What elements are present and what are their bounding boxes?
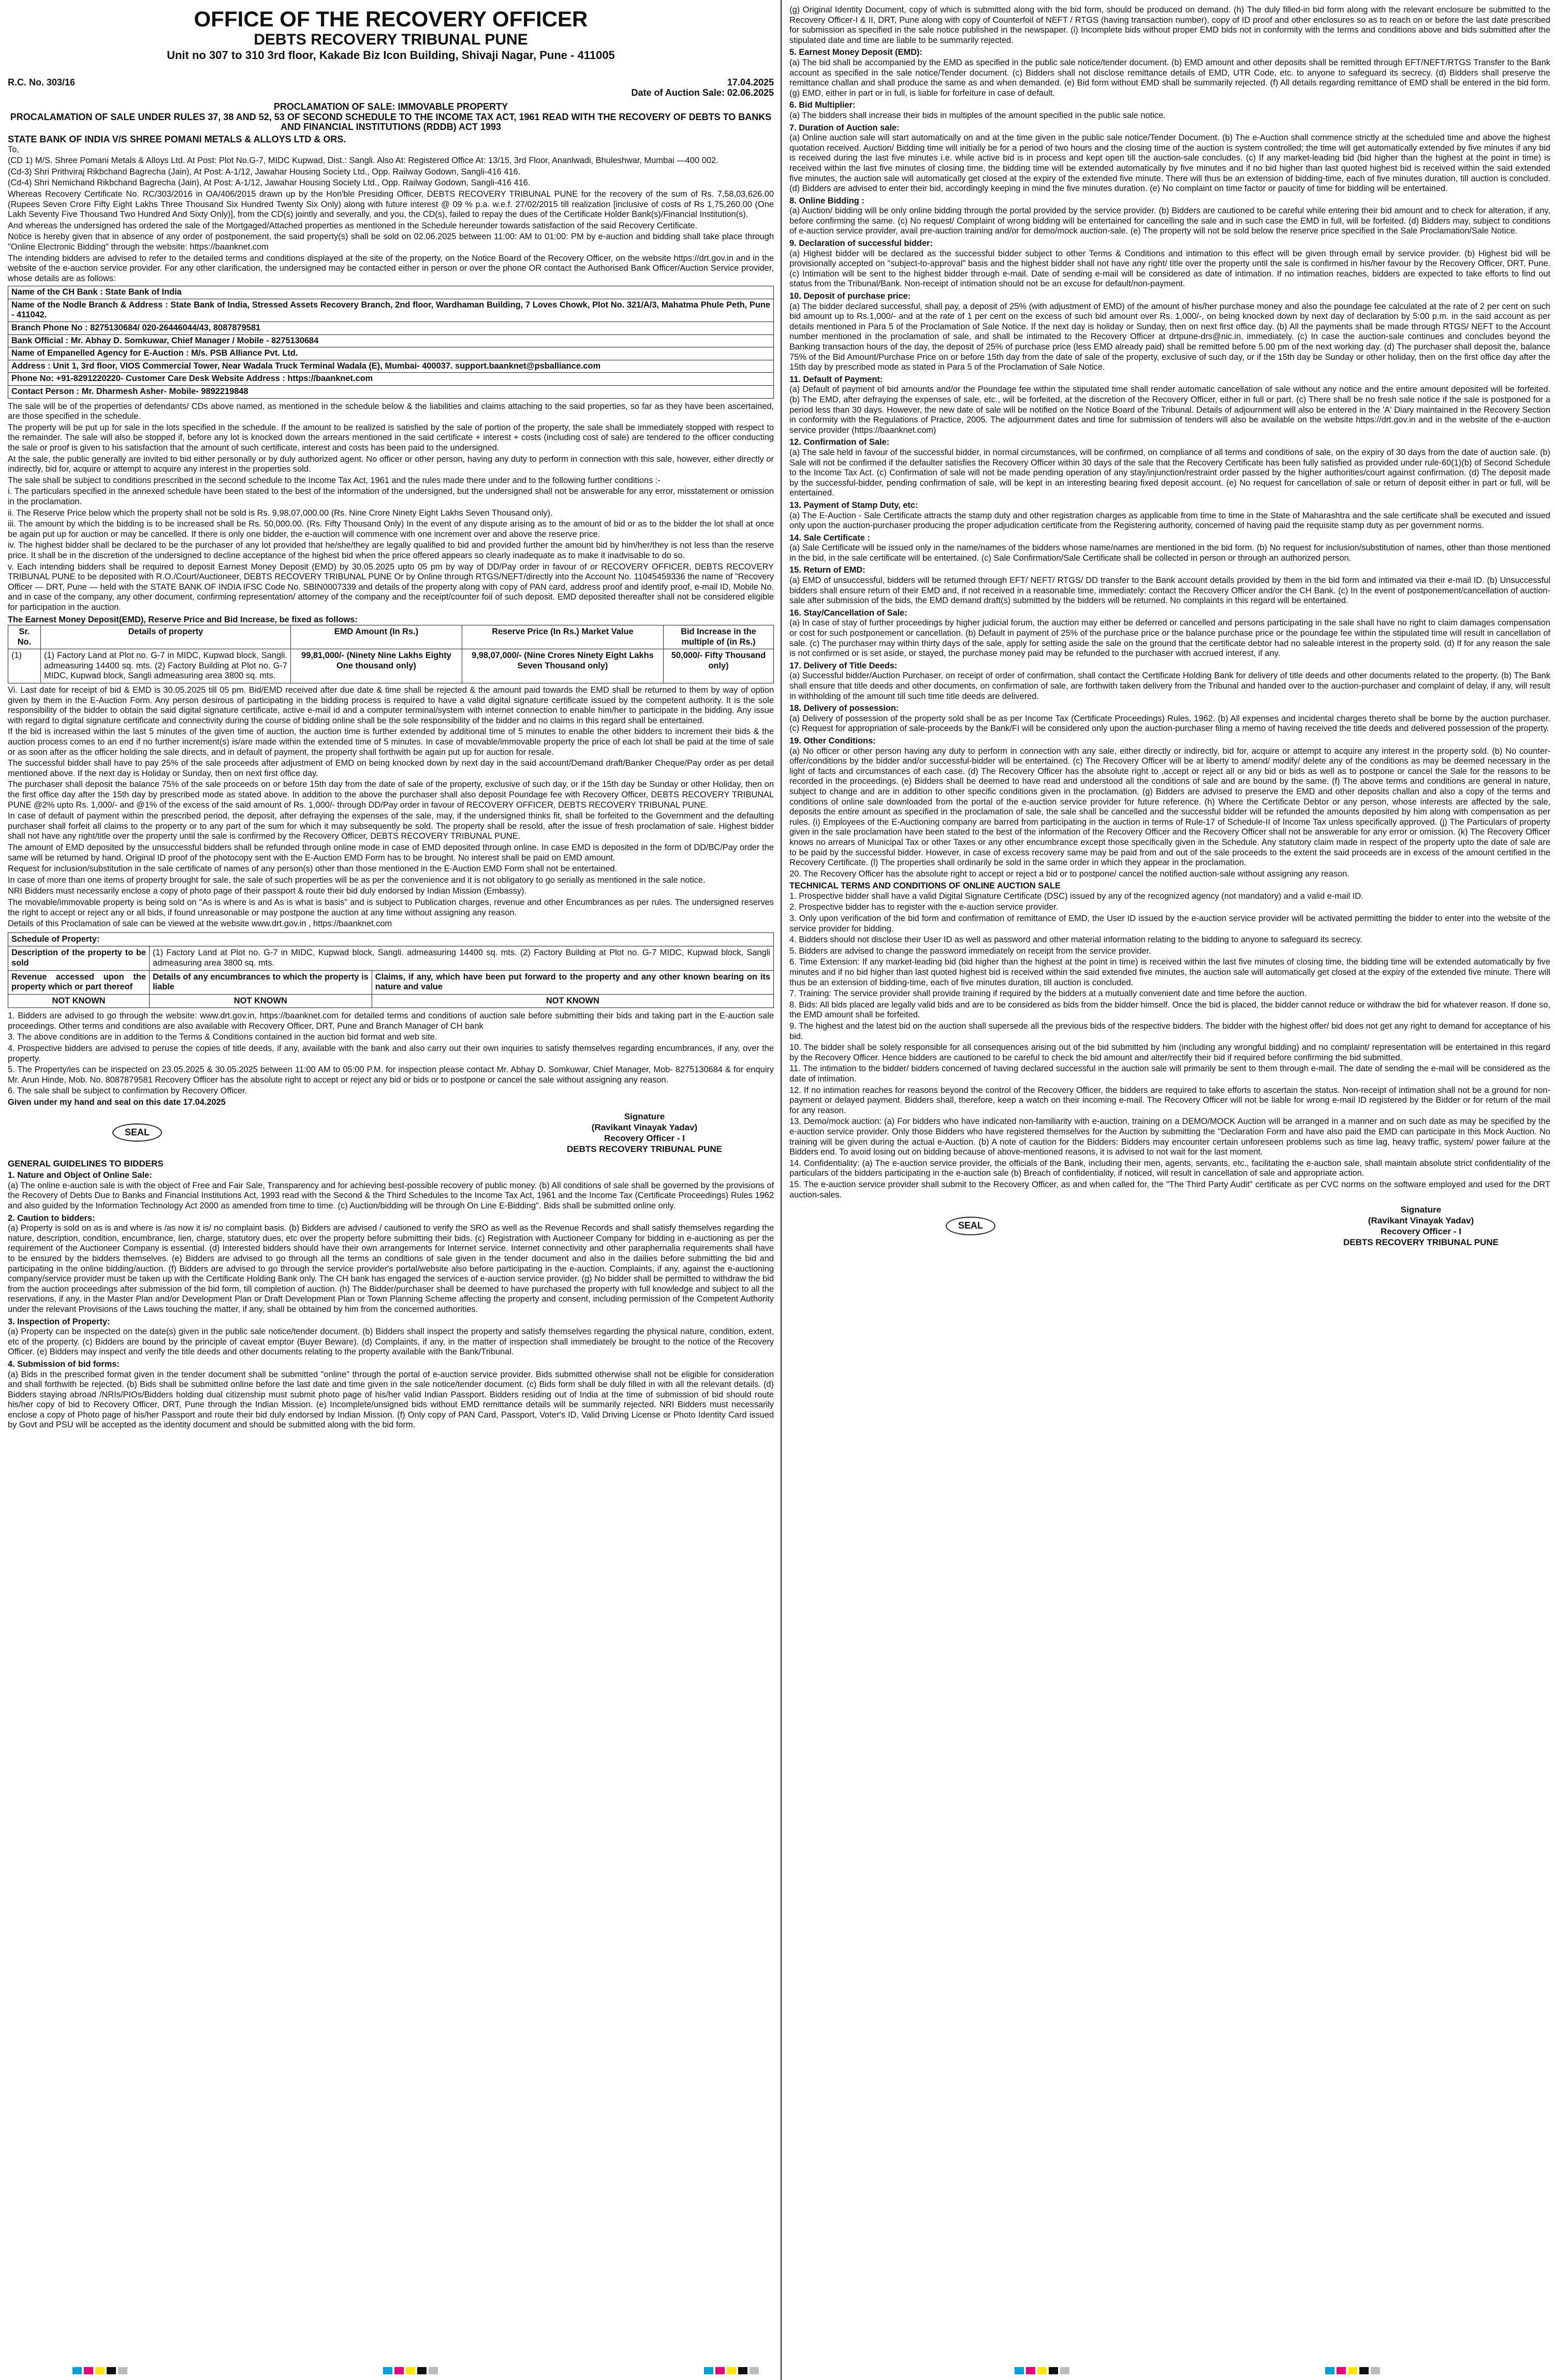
guidelines-title: GENERAL GUIDELINES TO BIDDERS xyxy=(8,1158,164,1169)
technical-item: 7. Training: The service provider shall provide training if required by the bidders at a mutually convenient date and time before the auction. xyxy=(789,989,1307,999)
guideline-heading: 14. Sale Certificate : xyxy=(789,533,870,543)
guideline-heading: 12. Confirmation of Sale: xyxy=(789,437,890,447)
conditions-block xyxy=(8,685,774,929)
guideline-text: (a) Highest bidder will be declared as the successful bidder subject to other Terms & Conditions and intimation to this effect will be given through email by service provider. (b) Highest bid will be provisionally accepted on "subject-to-approval" basis and the highest bidder shall not have any right/ title over the property until the sale is confirmed in his/her favour by the Recovery Officer, DRT, Pune. (c) Intimation will be sent to the highest bidder through e-mail. Date of sending e-mail will be considered as date of intimation. If no intimation reaches, bidders are expected to take efforts to find out status from the Tribunal/Bank. Non-receipt of intimation should not be an excuse for default/non-payment. xyxy=(789,249,1550,289)
note-item: 1. Bidders are advised to go through the website: www.drt.gov.in, https://baanknet.com for detailed terms and conditions of auction sale before submitting their bids and taking part in the E-auction sale proceedings. Other terms and conditions are also available with Recovery Officer, DRT, Pune and Branch Manager of CH bank xyxy=(8,1011,774,1031)
color-swatch xyxy=(394,2367,404,2374)
numbered-notes xyxy=(8,1011,774,1107)
intending-bidders-paragraph: The intending bidders are advised to refer to the detailed terms and conditions displayed at the site of the property, on the Notice Board of the Recovery Officer, on the website https://drt.gov.in and in the website of the e-auction service provider. For any other clarification, the undersigned may be contacted either in person or over the phone OR contact the Authorised Bank Officer/Auction Service provider, whose details are as follows: xyxy=(8,253,774,283)
right-column xyxy=(789,5,1550,1248)
color-swatch xyxy=(1037,2367,1047,2374)
signature-label: Signature xyxy=(1400,1205,1442,1215)
emd-header: Reserve Price (In Rs.) Market Value xyxy=(462,625,663,649)
condition-paragraph: In case of more than one items of property brought for sale, the sale of such properties will be as per the convenience and it is not obligatory to go serially as mentioned in the sale notice. xyxy=(8,875,706,885)
condition-paragraph: The successful bidder shall have to pay 25% of the sale proceeds after adjustment of EMD on being knocked down by next day in the said account/Demand draft/Banker Cheque/Pay order as per detail mentioned above. If the next day is Holiday or Sunday, then on next first office day. xyxy=(8,758,774,778)
note-item: 3. The above conditions are in addition to the Terms & Conditions contained in the auction bid format and web site. xyxy=(8,1032,437,1042)
guideline-heading: 19. Other Conditions: xyxy=(789,736,876,746)
guideline-text: (a) No officer or other person having any duty to perform in connection with any sale, either directly or indirectly, bid for, acquire or attempt to acquire any interest in the property sold. (b) No counter-offer/conditions by the bidder and/or successful-bidder will be entertained. (c) The Recovery Officer will be at liberty to amend/ modify/ delete any of the conditions as may be deemed necessary in the light of facts and circumstances of each case. (d) The Recovery Officer has the absolute right to ,accept or reject all or any bid or bids as well as to postpone or cancel the Sale for the reasons to be recorded in the proceedings. (e) Bidders shall be deemed to have read and understood all the conditions of sale and are bound by the same. (f) The above terms and conditions are general in nature, subject to change and are in addition to other specific conditions given in the proclamation. (g) Bidders are advised to preserve the EMD and other deposits challan and also a copy of the terms and conditions of online sale downloaded from the portal of the e-auction service provider for future reference. (h) Where the Certificate Debtor or any person, whose interests are affected by the sale, deposits the entire amount as specified in the proclamation of sale, the sale shall be cancelled and the successful bidder will be refunded the amounts deposited by him along with compensation as per rules. (i) Employees of the E-Auctioning company are barred from participating in the auction in terms of Rule-17 of Schedule-II of Income Tax unless specifically approved. (j) The Particulars of property given in the sale proclamation have been stated to the best of the information of the Recovery Officer and the Recovery Officer shall not be answerable for any error or omission. (k) The Recovery Officer knows no arrears of Municipal Tax or other Taxes or any other encumbrance except those specifically given in the Schedule. Any statutory claim made in respect of the property upto the date of sale are to be paid by the successful bidder. However, in case of excess recovery same may be paid from and out of the sale proceeds to the extent the said proceeds are in excess of the amount certified in the Recovery Certificate. (l) The properties shall ordinarily be sold in the same order in which they appear in the proclamation. xyxy=(789,746,1550,868)
reference-dates xyxy=(632,78,774,98)
contact-row: Name of Empanelled Agency for E-Auction : M/s. PSB Alliance Pvt. Ltd. xyxy=(8,347,774,360)
notice-date: 17.04.2025 xyxy=(727,77,774,87)
emd-header: Sr. No. xyxy=(8,625,41,649)
guideline-heading: 1. Nature and Object of Online Sale: xyxy=(8,1171,152,1180)
to-line: To, xyxy=(8,144,19,154)
emd-header: Details of property xyxy=(41,625,291,649)
proclamation-title: PROCLAMATION OF SALE: IMMOVABLE PROPERTY xyxy=(273,101,508,112)
technical-item: 4. Bidders should not disclose their User ID as well as password and other material information relating to the bidding to anyone to safeguard its secrecy. xyxy=(789,935,1362,945)
signatory-title: Recovery Officer - I xyxy=(1381,1226,1461,1237)
guideline-heading: 2. Caution to bidders: xyxy=(8,1213,95,1223)
guideline-heading: 3. Inspection of Property: xyxy=(8,1317,110,1326)
color-swatch xyxy=(738,2367,747,2374)
guideline-heading: 5. Earnest Money Deposit (EMD): xyxy=(789,48,922,57)
color-swatch xyxy=(1371,2367,1380,2374)
guideline-heading: 7. Duration of Auction sale: xyxy=(789,123,900,133)
technical-item: 6. Time Extension: If any market-leading bid (bid higher than the highest at the point in time) is received within the last five minutes of closing time, the bidding time will be extended automatically by five minutes and if no bid higher than last quoted highest bid is received within the said extended five minutes, the auction sale will automatically get closed at the expiry of the extended five minute. There will thus be an extension of bidding-time, each of five minutes duration, till auction is concluded. xyxy=(789,957,1550,987)
color-swatch xyxy=(383,2367,392,2374)
guideline-heading: 17. Delivery of Title Deeds: xyxy=(789,661,898,670)
contact-row: Name of the CH Bank : State Bank of India xyxy=(8,286,774,299)
sale-paragraph: The sale shall be subject to conditions prescribed in the second schedule to the Income Tax Act, 1961 and the rules made there under and to the following further conditions :- xyxy=(8,475,661,485)
contact-row: Address : Unit 1, 3rd floor, VIOS Commercial Tower, Near Wadala Truck Terminal Wadala (E), Mumbai- 400037. support.baanknet@psballiance.com xyxy=(8,360,774,373)
condition-paragraph: The amount of EMD deposited by the unsuccessful bidders shall be refunded through online mode in case of EMD deposited through online. In case EMD is deposited in the form of DD/BC/Pay order the same will be returned by hand. Original ID proof of the photocopy sent with the E-Auction EMD Form has to be brought. No interest shall be paid on EMD amount. xyxy=(8,842,774,863)
emd-cell: 50,000/- Fifty Thousand only) xyxy=(664,649,774,683)
color-swatch xyxy=(727,2367,736,2374)
technical-item: 12. If no intimation reaches for reasons beyond the control of the Recovery Officer, the bidders are required to take efforts to ascertain the status. Non-receipt of intimation shall not be a ground for non-payment or delayed payment. Bidders shall, therefore, keep a watch on their incoming e-mail. The Recovery Officer will not be liable for wrong e-mail ID registered by the Bidder or for return of the mail for any reason. xyxy=(789,1085,1550,1115)
guideline-text: (a) Delivery of possession of the property sold shall be as per Income Tax (Certificate Proceedings) Rules, 1962. (b) All expenses and incidental charges thereto shall be borne by the auction purchaser. (c) Request for appropriation of sale-proceeds by the Bank/FI will be considered only upon the auction-purchaser filing a memo of having received the title deeds and delivered possession of the property. xyxy=(789,713,1550,734)
emd-cell: (1) Factory Land at Plot no. G-7 in MIDC, Kupwad block, Sangli. admeasuring 14400 sq. mts. (2) Factory Building at Plot no. G-7 MIDC, Kupwad block, Sangli admeasuring area 3800 sq. mts. xyxy=(41,649,291,683)
guideline-heading: 4. Submission of bid forms: xyxy=(8,1359,120,1369)
guideline-text: (a) The bidder declared successful, shall pay, a deposit of 25% (with adjustment of EMD) of the amount of his/her purchase money and also the poundage fee calculated at the rate of 2 per cent on such bid amount up to Rs.1,000/- and at the rate of 1 per cent on the excess of such bid amount over Rs. 1,000/-, on being knocked down by next day of declaration by 5:00 p.m. in the said account as per details mentioned in Para 5 of the Proclamation of Sale Notice. If the next day is holiday or Sunday, then on next first office day. (b) All the payments shall be made through RTGS/ NEFT to the Account number mentioned in the proclamation of sale, and shall be intimated to the Recovery Officer at drtpune-drs@nic.in, immediately. (c) In case the auction-sale continues and concludes beyond the Banking transaction hours of the day, the deposit of 25% of purchase price (less EMD already paid) shall be remitted before 5.00 pm of the next working day. (d) The purchaser shall deposit the, balance 75% of the Bid Amount/Purchase Price on or before 15th day from the date of sale of the property, exclusive of such day, or if the 15th day be Sunday or other holiday, then on the first office day after the 15th day by prescribed mode as stated in Para 5 of the Proclamation of Sale Notice. xyxy=(789,301,1550,372)
technical-item: 15. The e-auction service provider shall submit to the Recovery Officer, as and when called for, the "The Third Party Audit" certificate as per CVC norms on the software employed and used for the DRT auction-sales. xyxy=(789,1179,1550,1200)
signature-row-right xyxy=(789,1204,1550,1248)
color-swatch xyxy=(715,2367,725,2374)
notice-paragraph: Notice is hereby given that in absence of any order of postponement, the said property(s) shall be sold on 02.06.2025 between 11:00: AM to 01:00: PM by e-auction and bidding shall take place through "Online Electronic Bidding" through the website: https://baanknet.com xyxy=(8,232,774,252)
emd-cell: (1) xyxy=(8,649,41,683)
note-item: 6. The sale shall be subject to confirmation by Recovery Officer. xyxy=(8,1086,247,1096)
column-divider xyxy=(781,0,782,2380)
color-swatch xyxy=(429,2367,438,2374)
office-title: OFFICE OF THE RECOVERY OFFICER xyxy=(194,7,588,31)
guidelines-right xyxy=(789,5,1550,879)
guideline-text: (a) The E-Auction - Sale Certificate attracts the stamp duty and other registration charges as applicable from time to time in the State of Maharashtra and the sale certificate shall be executed and issued only upon the auction-purchaser producing the proper adjudication certificate from the Registering authority, concerned of having paid the requisite stamp duty as per government norms. xyxy=(789,510,1550,531)
guideline-heading: 11. Default of Payment: xyxy=(789,374,883,384)
technical-title: TECHNICAL TERMS AND CONDITIONS OF ONLINE AUCTION SALE xyxy=(789,881,1061,891)
technical-item: 14. Confidentiality: (a) The e-auction service provider, the officials of the Bank, including their men, agents, servants, etc., facilitating the e-auction sale, shall maintain absolute strict confidentiality of the particulars of the bidders participating in the e-auction sale (b) Breach of confidentiality, if noticed, will result in cancellation of sale and appropriate action. xyxy=(789,1158,1550,1178)
schedule-header: Claims, if any, which have been put forward to the property and any other known bearing on its nature and value xyxy=(372,970,773,994)
contact-row: Phone No: +91-8291220220- Customer Care Desk Website Address : https://baanknet.com xyxy=(8,373,774,386)
guideline-text: (a) The bidders shall increase their bids in multiples of the amount specified in the public sale notice. xyxy=(789,110,1166,120)
guideline-heading: 10. Deposit of purchase price: xyxy=(789,291,911,301)
rc-number: R.C. No. 303/16 xyxy=(8,77,76,87)
color-swatch xyxy=(1049,2367,1058,2374)
contact-row: Bank Official : Mr. Abhay D. Somkuwar, Chief Manager / Mobile - 8275130684 xyxy=(8,334,774,347)
color-swatch xyxy=(84,2367,93,2374)
contact-row: Branch Phone No : 8275130684/ 020-26446044/43, 8087879581 xyxy=(8,322,774,335)
schedule-title: Schedule of Property: xyxy=(8,932,774,946)
sale-condition: iii. The amount by which the bidding is to be increased shall be Rs. 50,000.00. (Rs. Fifty Thousand Only) In the event of any dispute arising as to the amount of bid or as to the bidder the lot shall at once be again put up for auction or may be cancelled. If there is only one bidder, the e-auction will commence with one increment over and above the reserve price. xyxy=(8,519,774,539)
whereas-paragraph: Whereas Recovery Certificate No. RC/303/2016 in OA/406/2015 drawn up by the Hon'ble Presiding Officer, DEBTS RECOVERY TRIBUNAL PUNE for the recovery of the sum of Rs. 7,58,03,626.00 (Rupees Seven Crore Fifty Eight Lakhs Three Thousand Six Hundred Twenty Six Only) along with future interest @ 09 % p.a. w.e.f. 27/02/2015 till realization [inclusive of costs of Rs 1,75,260.00 (One Lakh Seventy Five Thousand Two Hundred And Sixty Only)], from the CD(s) jointly and severally, and you, the CD(s), failed to repay the dues of the Certificate Holder Bank(s)/Financial Institution(s). xyxy=(8,189,774,220)
cd1: (CD 1) M/S. Shree Pomani Metals & Alloys Ltd. At Post: Plot No.G-7, MIDC Kupwad, Dist.: Sangli. Also At: Registered Office At: 13/15, 3rd Floor, Ananlwadi, Bhuleshwar, Mumbai —400 002. xyxy=(8,156,718,166)
color-swatch xyxy=(95,2367,105,2374)
sale-paragraph: At the sale, the public generally are invited to bid either personally or by duly authorized agent. No officer or other person, having any duty to perform in connection with this sale, however, either directly or indirectly, bid for, acquire or attempt to acquire any interest in the properties sold. xyxy=(8,454,774,474)
condition-paragraph: NRI Bidders must necessarily enclose a copy of photo page of their passport & route their bid duly endorsed by Indian Mission (Embassy). xyxy=(8,886,527,896)
guideline-heading: 9. Declaration of successful bidder: xyxy=(789,239,933,249)
color-swatch xyxy=(1015,2367,1024,2374)
guideline-heading: 18. Delivery of possession: xyxy=(789,704,899,713)
color-swatch xyxy=(1348,2367,1357,2374)
technical-item: 13. Demo/mock auction: (a) For bidders who have indicated non-familiarity with e-auction, training on a DEMO/MOCK Auction will be arranged in a manner and on such date as may be specified by the e-auction service provider. Only those Bidders who have registered themselves for the Auction by submitting the "Declaration Form and have also paid the EMD can participate in this Mock Auction. No training will be given during the actual e-Auction. (b) A note of caution for the Bidders: Bidders may encounter certain unforeseen problems such as time lag, heavy traffic, system/ power failure at the Bidders end. To avoid losing out on bidding because of above-mentioned reasons, it is advised to not wait for the last moment. xyxy=(789,1117,1550,1157)
signatory-name: (Ravikant Vinayak Yadav) xyxy=(1368,1216,1474,1226)
signatory-office: DEBTS RECOVERY TRIBUNAL PUNE xyxy=(566,1144,723,1154)
whereas-paragraph-2: And whereas the undersigned has ordered the sale of the Mortgaged/Attached properties as mentioned in the Schedule hereunder towards satisfaction of the said Recovery Certificate. xyxy=(8,221,698,230)
technical-items xyxy=(789,892,1550,1200)
signature-block xyxy=(1292,1204,1550,1248)
condition-paragraph: Request for inclusion/substitution in the sale certificate of names of any person(s) other than those mentioned in the E-Auction EMD Form shall not be entertained. xyxy=(8,864,618,874)
guideline-heading: 6. Bid Multiplier: xyxy=(789,100,856,110)
technical-item: 11. The intimation to the bidder/ bidders concerned of having declared successful in the auction sale will primarily be sent to them through e-mail. The date of sending the e-mail will be considered as the date of intimation. xyxy=(789,1064,1550,1084)
guideline-heading: 13. Payment of Stamp Duty, etc: xyxy=(789,500,918,510)
condition-paragraph: Vi. Last date for receipt of bid & EMD is 30.05.2025 till 05 pm. Bid/EMD received after due date & time shall be rejected & the amount paid towards the EMD shall be returned to them by way of option given by them in the E-Auction Form. Any person desirous of participating in the bidding process is required to have a valid digital signature certificate issued by the competent authority. It is the sole responsibility of the bidder to obtain the said digital signature certificate, active e-mail id and a computer terminal/system with internet connection to enable him/her to participate in the bidding. Any issue with regard to digital signature certificate and connectivity during the course of bidding online shall be the sole responsibility of the bidder and no claims in this regard shall be entertained. xyxy=(8,685,774,725)
color-swatch xyxy=(750,2367,759,2374)
cd4: (Cd-4) Shri Nemichand Rikbchand Bagrecha (Jain), At Post: A-1/12, Jawahar Housing Society Ltd., Opp. Railway Godown, Sangli-416 416. xyxy=(8,178,531,188)
guideline-text: 20. The Recovery Officer has the absolute right to accept or reject a bid or to postpone/ cancel the notified auction-sale without assigning any reason. xyxy=(789,869,1349,879)
signature-label: Signature xyxy=(624,1111,665,1121)
contact-row: Name of the Nodle Branch & Address : State Bank of India, Stressed Assets Recovery Branch, 2nd floor, Wardhaman Building, 7 Loves Chowk, Plot No. 321/A/3, Mahatma Phule Peth, Pune - 411042. xyxy=(8,299,774,322)
note-item: 4. Prospective bidders are advised to peruse the copies of title deeds, if any, available with the bank and also carry out their own inquiries to satisfy themselves regarding encumbrances, if any, over the property. xyxy=(8,1044,774,1063)
office-address: Unit no 307 to 310 3rd floor, Kakade Biz Icon Building, Shivaji Nagar, Pune - 411005 xyxy=(167,49,615,62)
color-swatch xyxy=(118,2367,127,2374)
guideline-heading: 16. Stay/Cancellation of Sale: xyxy=(789,608,907,618)
schedule-header: Revenue accessed upon the property which or part thereof xyxy=(8,970,150,994)
color-swatch xyxy=(1359,2367,1369,2374)
note-item: 5. The Property/ies can be inspected on 23.05.2025 & 30.05.2025 between 11:00 AM to 05:00 P.M. for inspection please contact Mr. Abhay D. Somkuwar, Chief Manager, Mob- 8275130684 & for enquiry Mr. Arun Hinde, Mob. No. 8087879581 Recovery Officer has the absolute right to accept or reject any bid or bids or to postpone or cancel the sale without assigning any reason. xyxy=(8,1065,774,1085)
guidelines-left xyxy=(8,1171,774,1430)
guideline-text: (a) EMD of unsuccessful, bidders will be returned through EFT/ NEFT/ RTGS/ DD transfer to the Bank account details provided by them in the bid form and intimated via their e-mail ID. (b) Unsuccessful bidders shall ensure return of their EMD and, if not received in a reasonable time, immediately: contact the Recovery Officer and/or the CH Bank. (c) In the event of postponement/cancellation of auction-sale after submission of the bids, the EMD demand draft(s) submitted by the bidders will be returned. No complaints in this regard will be entertained. xyxy=(789,576,1550,606)
signatory-title: Recovery Officer - I xyxy=(604,1133,685,1143)
signatory-office: DEBTS RECOVERY TRIBUNAL PUNE xyxy=(1343,1237,1499,1248)
emd-table xyxy=(8,625,774,683)
technical-item: 1. Prospective bidder shall have a valid Digital Signature Certificate (DSC) issued by any of the recognized agency (not mandatory) and a valid e-mail ID. xyxy=(789,891,1363,901)
seal-stamp: SEAL xyxy=(946,1217,995,1235)
sale-paragraph: The sale will be of the properties of defendants/ CDs above named, as mentioned in the schedule below & the liabilities and claims attaching to the said properties, so far as they have been ascertained, are those specified in the schedule. xyxy=(8,401,774,421)
given-under-hand: Given under my hand and seal on this date 17.04.2025 xyxy=(8,1098,226,1107)
technical-item: 5. Bidders are advised to change the password immediately on receipt from the service provider. xyxy=(789,946,1151,956)
color-swatch xyxy=(406,2367,415,2374)
guideline-text: (a) Sale Certificate will be issued only in the name/names of the bidders whose name/names are mentioned in the bid form. (b) No request for inclusion/substitution of names, other than those mentioned in the bid, in the sale certificate will be entertained. (c) Sale Confirmation/Sale Certificate shall be collected in person or through an authorized person. xyxy=(789,543,1550,563)
sale-condition: ii. The Reserve Price below which the property shall not be sold is Rs. 9,98,07,000.00 (Rs. Nine Crore Ninety Eight Lakhs Seven Thousand only). xyxy=(8,508,553,518)
guideline-heading: 15. Return of EMD: xyxy=(789,565,865,575)
schedule-desc: (1) Factory Land at Plot no. G-7 in MIDC, Kupwad block, Sangli. admeasuring 14400 sq. mts. (2) Factory Building at Plot no. G-7 MIDC, Kupwad block, Sangli admeasuring area 3800 sq. mts. xyxy=(150,946,774,970)
schedule-desc-label: Description of the property to be sold xyxy=(8,946,150,970)
condition-paragraph: If the bid is increased within the last 5 minutes of the given time of auction, the auction time is further extended by additional time of 5 minutes to enable the other bidders to increment their bids & the auction process comes to an end if no further increment(s) is/are made within the extended time of 5 minutes. In case of movable/immovable property the price of each lot shall be paid at the time of sale or as soon after as the officer holding the sale directs, and in default of payment, the property shall forthwith be again put up for auction for resale. xyxy=(8,727,774,757)
sale-condition: iv. The highest bidder shall be declared to be the purchaser of any lot provided that he/she/they are legally qualified to bid and provided further the amount bid by him/her/they is not less than the reserve price. It shall be in the discretion of the undersigned to decline acceptance of the highest bid when the price offered appears so clearly inadequate as to make it inadvisable to do so. xyxy=(8,541,774,560)
emd-cell: 9,98,07,000/- (Nine Crores Ninety Eight Lakhs Seven Thousand only) xyxy=(462,649,663,683)
guideline-text: (a) The online e-auction sale is with the object of Free and Fair Sale, Transparency and for achieving best-possible recovery of public money. (b) All conditions of sale shall be governed by the provisions of the Recovery of Debts Due to Banks and Financial Institutions Act, 1993 read with the Second & the Third Schedules to the Income Tax Act, 1961 and the Income Tax (Certificate Proceedings) Rules 1962 and also guided by the Information Technology Act 2000 as amended from time to time. (c) Auction/bidding will be through On Line E-Bidding". Bids shall be submitted online only. xyxy=(8,1180,774,1210)
left-column xyxy=(8,5,774,1432)
color-swatch xyxy=(107,2367,116,2374)
cd3: (Cd-3) Shri Prithviraj Rikbchand Bagrecha (Jain), At Post: A-1/12, Jawahar Housing Society Ltd., Opp. Railway Godown, Sangli-416 416. xyxy=(8,167,521,177)
emd-header: Bid Increase in the multiple of (in Rs.) xyxy=(664,625,774,649)
color-swatch xyxy=(1060,2367,1069,2374)
sale-paragraph: The property will be put up for sale in the lots specified in the schedule. If the amount to be realized is satisfied by the sale of portion of the property, the sale shall be immediately stopped with respect to the remainder. The sale will also be stopped if, before any lot is knocked down the arrears mentioned in the said certificate + interest + costs (including cost of sale) are tendered to the officer conducting the sale or proof is given to his satisfaction that the amount of such certificate, interest and costs has been paid to the undersigned. xyxy=(8,422,774,452)
emd-header: EMD Amount (In Rs.) xyxy=(291,625,462,649)
schedule-value: NOT KNOWN xyxy=(372,994,773,1008)
guideline-text: (a) The bid shall be accompanied by the EMD as specified in the public sale notice/tender document. (b) EMD amount and other deposits shall be remitted through EFT/NEFT/RTGS Transfer to the Bank account as specified in the sale notice/Tender document. (c) Bidders shall not disclose remittance details of EMD, UTR Code, etc. to anyone to safeguard its secrecy. (d) Bidders shall preserve the remittance challan and shall produce the same as and when demanded. (e) Bid form without EMD shall be summarily rejected. (f) All details regarding remittance of EMD shall be entered in the bid form. (g) EMD, either in part or in full, is liable for forfeiture in case of default. xyxy=(789,57,1550,98)
guideline-text: (a) Bids in the prescribed format given in the tender document shall be submitted "online" through the portal of e-auction service provider. Bids submitted otherwise shall not be eligible for consideration and shall forthwith be rejected. (b) Bids shall be submitted online before the last date and time given in the sale notice/tender document. (c) Bids form shall be duly filled in with all the relevant details. (d) Bidders staying abroad /NRIs/PIOs/Bidders holding dual citizenship must submit photo page of his/her valid Indian Passport. Bidders residing out of India at the time of submission of bid should route his/her copy of bid to Recovery Officer, DRT, Pune through the Indian Mission. (e) Incomplete/unsigned bids without EMD remittance details will be summarily rejected. NRI Bidders must necessarily enclose a copy of Photo page of his/her Passport and route their bid duly endorsed by Indian Mission. (f) Only copy of PAN Card, Passport, Voter's ID, Valid Driving License or Photo Identity Card issued by Govt and PSU will be accepted as the identity document and should be submitted along with the bid form. xyxy=(8,1369,774,1430)
guideline-text: (a) The sale held in favour of the successful bidder, in normal circumstances, will be confirmed, on compliance of all terms and conditions of sale, on the expiry of 30 days from the date of auction sale. (b) Sale will not be confirmed if the defaulter satisfies the Recovery Officer within 30 days of the sale that the Recovery Certificate has been fully satisfied as provided under rule-60(1)(b) of Second Schedule to the Income Tax Act. (c) Confirmation of sale will not be made pending operation of any stay/injunction/restraint order passed by the higher authorities/court against confirmation. (d) The deposit made by the successful-bidder, pending confirmation of sale, will be kept in an interesting bearing fixed deposit account. (e) No request for cancellation of sale or return of deposit either in part or full, will be entertained. xyxy=(789,447,1550,498)
schedule-value: NOT KNOWN xyxy=(8,994,150,1008)
color-swatch xyxy=(1026,2367,1035,2374)
guideline-text: (a) Property can be inspected on the date(s) given in the public sale notice/tender document. (b) Bidders shall inspect the property and satisfy themselves regarding the physical nature, condition, extent, etc of the property. (c) Bidders are bound by the principle of caveat emptor (Buyer Beware). (d) Complaints, if any, in the matter of inspection shall immediately be brought to the notice of the Recovery Officer. (e) Bidders may inspect and verify the title deeds and other documents relating to the property available with the Bank/Tribunal. xyxy=(8,1327,774,1357)
guideline-text: (a) Successful bidder/Auction Purchaser, on receipt of order of confirmation, shall contact the Certificate Holding Bank for delivery of title deeds and other documents related to the property. (b) The Bank shall ensure that title deeds and other documents, on confirmation of sale, are forthwith taken delivery from the Tribunal and handed over to the auction-purchaser and complaint of delay, if any, will result in withholding of the amount till such time title deeds are delivered. xyxy=(789,671,1550,701)
emd-table-caption: The Earnest Money Deposit(EMD), Reserve Price and Bid Increase, be fixed as follows: xyxy=(8,615,358,624)
guideline-text: (a) In case of stay of further proceedings by higher judicial forum, the auction may either be deferred or cancelled and persons participating in the sale shall have no right to claim damages compensation or cost for such postponement or cancellation. (b) Default in payment of 25% of the purchase price or the balance purchase price or the poundage fee within the stipulated time will result in cancellation of sale. (c) The purchaser may within thirty days of the sale, apply for setting aside the sale on the ground that the certificate debtor had no saleable interest in the property sold. (d) If for any reason the sale is not confirmed or is set aside, or stayed, the purchase money paid may be refunded to the purchaser with accrued interest, if any. xyxy=(789,618,1550,659)
guideline-text: (a) Auction/ bidding will be only online bidding through the portal provided by the service provider. (b) Bidders are cautioned to be careful while entering their bid amount and to check for alteration, if any, before confirming the same. (c) No request/ Complaint of wrong bidding will be entertained for cancelling the sale and in such case the EMD in full, will be forfeited. (d) Bidders may, subject to conditions of e-auction service provider, avail pre-auction training and/or for demo/mock auction-sale. (e) The property will not be sold below the reserve price specified in the Sale Proclamation/Sale Notice. xyxy=(789,206,1550,236)
proclamation-subtitle: PROCALAMATION OF SALE UNDER RULES 37, 38 AND 52, 53 OF SECOND SCHEDULE TO THE INCOME TAX ACT, 1961 READ WITH THE RECOVERY OF DEBTS TO BANKS AND FINANCIAL INSTITUTIONS (RDDB) ACT 1993 xyxy=(10,111,772,133)
condition-paragraph: In case of default of payment within the prescribed period, the deposit, after defraying the expenses of the sale, may, if the undersigned thinks fit, shall be forfeited to the Government and the defaulting purchaser shall forfeit all claims to the property or to any part of the sum for which it may subsequently be sold. The property shall be resold, after the issue of fresh proclamation of sale. Highest bidder shall not have any right/title over the property until the sale is confirmed by the Recovery Officer, DEBTS RECOVERY TRIBUNAL PUNE. xyxy=(8,811,774,841)
reference-row xyxy=(8,78,774,98)
parties: STATE BANK OF INDIA V/S SHREE POMANI METALS & ALLOYS LTD & ORS. xyxy=(8,134,346,144)
seal-stamp: SEAL xyxy=(112,1123,162,1142)
emd-cell: 99,81,000/- (Ninety Nine Lakhs Eighty One thousand only) xyxy=(291,649,462,683)
schedule-table xyxy=(8,932,774,1009)
contact-row: Contact Person : Mr. Dharmesh Asher- Mobile- 9892219848 xyxy=(8,386,774,399)
technical-item: 10. The bidder shall be solely responsible for all consequences arising out of the bid submitted by him (including any wrongful bidding) and no complaint/ representation will be entertained in this regard by the Recovery Officer. Hence bidders are cautioned to be careful to check the bid amount and alter/rectify their bid if required before confirming the bid submitted. xyxy=(789,1043,1550,1062)
technical-item: 8. Bids: All bids placed are legally valid bids and are to be considered as bids from the bidder himself. Once the bid is placed, the bidder cannot reduce or withdraw the bid for whatever reason. If done so, the EMD amount shall be forfeited. xyxy=(789,1000,1550,1020)
color-swatch xyxy=(1325,2367,1334,2374)
sale-condition: v. Each intending bidders shall be required to deposit Earnest Money Deposit (EMD) by 30.05.2025 upto 05 pm by way of DD/Pay order in favour of or RECOVERY OFFICER, DEBTS RECOVERY TRIBUNAL PUNE to be deposited with R.O./Court/Auctioneer, DEBTS RECOVERY TRIBUNAL PUNE Or by Online through RTGS/NEFT/directly into the Account No. 11045459336 the name of "Recovery Officer — DRT, Pune — held with the STATE BANK OF INDIA IFSC Code No. SBIN0007339 and details of the property along with copy of PAN card, address proof and identify proof, e-mail ID, Mobile No. and in case of the company, any other document, confirming representation/ attorney of the company and the receipt/counter foil of such deposit. EMD deposited thereafter shall not be considered eligible for participation in the auction. xyxy=(8,562,774,612)
color-swatch xyxy=(417,2367,427,2374)
contact-table xyxy=(8,286,774,398)
technical-item: 3. Only upon verification of the bid form and confirmation of remittance of EMD, the User ID issued by the e-auction service provider will be activated permitting the bidder to enter into the website of the service provider for bidding. xyxy=(789,914,1550,933)
schedule-header: Details of any encumbrances to which the property is liable xyxy=(150,970,372,994)
auction-date: Date of Auction Sale: 02.06.2025 xyxy=(631,87,774,98)
technical-item: 2. Prospective bidder has to register with the e-auction service provider. xyxy=(789,902,1059,912)
guideline-text: (a) Online auction sale will start automatically on and at the time given in the public sale notice/Tender Document. (b) The e-Auction shall commence strictly at the scheduled time and above the highest quotation received. Auction/ Bidding time will initially be for a period of two hours and the closing time of the auction is system controlled; the time will get automatically extended by five minutes if any bid is received during the last five minutes i.e. while active bid is in process and kept open till the auction-sale concludes. (c) If any market-leading bid (bid higher than the highest at the point in time) is received within the last five minutes of closing time, the bidding time will be extended automatically by five minutes and if no bid higher than last quoted highest bid is received within the said extended five minutes, the auction sale will automatically get closed at the expiry of the extended five minute. There will thus be an extension of bidding-time, each of five minutes duration, till auction is concluded. (d) Bidders are advised to enter their bid, accordingly keeping in mind the five minutes duration. (e) No complaint on time factor or paucity of time for bidding will be entertained. xyxy=(789,133,1550,194)
signatory-name: (Ravikant Vinayak Yadav) xyxy=(591,1122,698,1132)
signature-row xyxy=(8,1111,774,1155)
technical-item: 9. The highest and the latest bid on the auction shall supersede all the previous bids of the respective bidders. The bidder with the highest offer/ bid does not get any right to demand for acceptance of his bid. xyxy=(789,1021,1550,1041)
color-swatch xyxy=(704,2367,713,2374)
guideline-text: (a) Property is sold on as is and where is /as now it is/ no complaint basis. (b) Bidders are advised / cautioned to verify the SRO as well as the Revenue Records and shall satisfy themselves regarding the nature, description, condition, encumbrance, lien, charge, statutory dues, etc over the property before submitting their bids. (c) Registration with Auctioneer Company for bidding in e-auctioning as per the requirement of the Auctioneer Company is essential. (d) Interested bidders should have their own arrangements for Internet service. Internet connectivity and other paraphernalia requirements shall have to be ensured by the bidders themselves. (e) Bidders are advised to go through all the terms an conditions of sale given in the tender document and also in the dailies before submitting the bid and participating in the online bidding/auction. (f) Bidders are advised to go through the service provider's portal/website also before participating in the e-auction. Complaints, if any, against the e-auctioning company/service provider must be taken up with the Certificate Holding Bank only. The CH bank has engaged the services of e-auction service provider. (g) No bidder shall be permitted to withdraw the bid from the auction proceedings after submission of the bid form, till completion of auction. (h) The Bidder/purchaser shall be deemed to have purchased the property with full knowledge and subject to all the reservations, if any, in the Master Plan and/or Development Plan or Draft Development Plan or Town Planning Scheme affecting the property and consent, including permission of the Competent Authority under the relevant Provisions of the Laws touching the matter, if any, shall be obtained by him from the concerned authorities. xyxy=(8,1223,774,1314)
schedule-value: NOT KNOWN xyxy=(150,994,372,1008)
color-swatch xyxy=(72,2367,82,2374)
condition-paragraph: Details of this Proclamation of sale can be viewed at the website www.drt.gov.in , https://baanknet.com xyxy=(8,919,392,929)
sale-condition: i. The particulars specified in the annexed schedule have been stated to the best of the information of the undersigned, but the undersigned shall not be answerable for any error, misstatement or omission in the proclamation. xyxy=(8,487,774,506)
tribunal-title: DEBTS RECOVERY TRIBUNAL PUNE xyxy=(254,31,528,48)
condition-paragraph: The movable/immovable property is being sold on "As is where is and As is what is basis" and is subject to Publication charges, revenue and other Encumbrances as per rules. The undersigned reserves the right to accept or reject any or all bids, if found unreasonable or may postpone the auction at any time without assigning any reason. xyxy=(8,897,774,917)
guideline-heading: 8. Online Bidding : xyxy=(789,196,864,206)
condition-paragraph: The purchaser shall deposit the balance 75% of the sale proceeds on or before 15th day from the date of sale of the property, exclusive of such day, or if the 15th day be Sunday or other Holiday, then on the first office day after the 15th day by prescribed mode as stated above. In addition to the above the purchaser shall also deposit Poundage fee with Recovery Officer, DEBTS RECOVERY TRIBUNAL PUNE @2% upto Rs. 1,000/- and @1% of the excess of the said amount of Rs. 1,000/- through DD/Pay order in favour of RECOVERY OFFICER, DEBTS RECOVERY TRIBUNAL PUNE. xyxy=(8,780,774,810)
color-swatch xyxy=(1337,2367,1346,2374)
guideline-text: (a) Default of payment of bid amounts and/or the Poundage fee within the stipulated time shall render automatic cancellation of sale without any notice and the entire amount deposited will be forfeited. (b) The EMD, after defraying the expenses of sale, etc., will be forfeited, at the discretion of the Recovery Officer, either in full or part. (c) There shall be no fresh sale notice if the sale is postponed for a period less than 30 days. However, the new date of sale will be notified on the Notice Board of the Tribunal. Details of adjournment will also be entered in the 'A' Diary maintained in the Recovery Section in conformity with the Regulations of Practice, 2005. The adjournment dates and time for submission of tenders will also be available on the website https://drt.gov.in and in the website of the e-auction service provider (https://baanknet.com) xyxy=(789,385,1550,435)
guideline-text: (g) Original Identity Document, copy of which is submitted along with the bid form, should be produced on demand. (h) The duly filled-in bid form along with the relevant enclosure be submitted to the Recovery Officer-I & II, DRT, Pune along with copy of Counterfoil of NEFT / RTGS (having transaction number), copy of ID proof and other enclosures so as to reach on or before the last date prescribed for submission as specified in the sale notice published in the newspaper. (i) Incomplete bids without proper EMD bids not in conformity with the terms and conditions above and bids submitted after the stipulated date and time are liable to be summarily rejected. xyxy=(789,5,1550,45)
signature-block xyxy=(515,1111,774,1155)
